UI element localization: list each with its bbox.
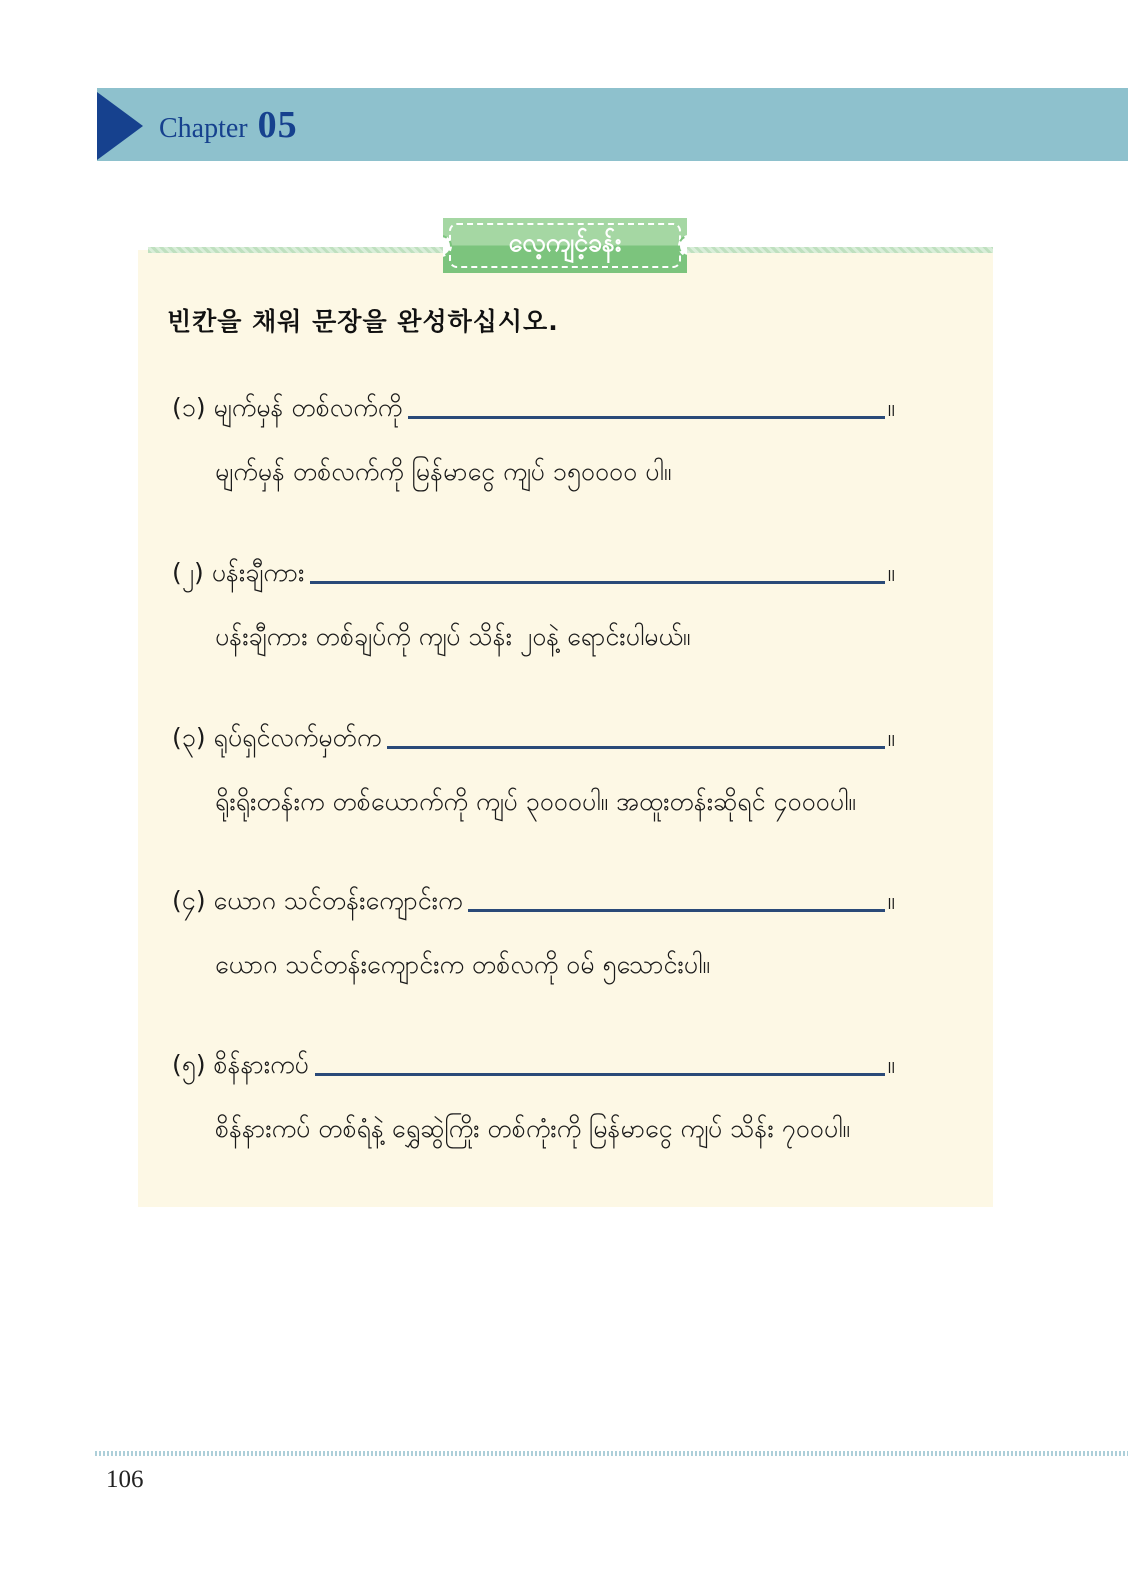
- question-prompt: (၃) ရုပ်ရှင်လက်မှတ်က: [172, 723, 382, 752]
- question-prompt: (၁) မျက်မှန် တစ်လက်ကို: [172, 393, 403, 422]
- sentence-terminator: ။: [887, 558, 895, 587]
- answer-text: ပန်းချီကား တစ်ချပ်ကို ကျပ် သိန်း ၂၀နဲ့ ရောင်းပါမယ်။: [215, 622, 691, 651]
- ribbon-title: လေ့ကျင့်ခန်း: [508, 228, 622, 257]
- chapter-number: 05: [257, 103, 298, 146]
- answer-blank-line: [387, 746, 885, 749]
- question-prompt: (၂) ပန်းချီကား: [172, 558, 305, 587]
- chapter-arrow-icon: [97, 92, 143, 160]
- question-row: [172, 387, 895, 429]
- answer-text: ရိုးရိုးတန်းက တစ်ယောက်ကို ကျပ် ၃၀၀၀ပါ။ အထူးတန်းဆိုရင် ၄၀၀၀ပါ။: [215, 787, 856, 816]
- sentence-terminator: ။: [887, 886, 895, 915]
- chapter-header-bar: [97, 88, 1128, 161]
- exercise-ribbon: [443, 218, 687, 273]
- sentence-terminator: ။: [887, 393, 895, 422]
- page-number: 106: [106, 1466, 144, 1493]
- question-prompt: (၅) စိန်နားကပ်: [172, 1050, 309, 1079]
- ribbon-notch-right: [678, 235, 687, 257]
- chapter-label: Chapter: [159, 112, 248, 144]
- answer-text: ယောဂ သင်တန်းကျောင်းက တစ်လကို ဝမ် ၅သောင်းပါ။: [215, 950, 710, 979]
- answer-text: စိန်နားကပ် တစ်ရံနဲ့ ရွှေဆွဲကြိုး တစ်ကုံးကို မြန်မာငွေ ကျပ် သိန်း ၇၀၀ပါ။: [215, 1114, 850, 1143]
- question-row: [172, 1044, 895, 1086]
- footer-dotted-divider: [95, 1451, 1128, 1456]
- exercise-item-1: [172, 387, 895, 493]
- answer-blank-line: [468, 909, 885, 912]
- question-row: [172, 717, 895, 759]
- answer-blank-line: [408, 416, 885, 419]
- question-row: [172, 880, 895, 922]
- answer-blank-line: [315, 1073, 886, 1076]
- question-prompt: (၄) ယောဂ သင်တန်းကျောင်းက: [172, 886, 463, 915]
- worksheet-panel: [138, 250, 993, 1207]
- sentence-terminator: ။: [887, 1050, 895, 1079]
- chapter-title: [159, 103, 298, 147]
- sentence-terminator: ။: [887, 723, 895, 752]
- exercise-item-5: [172, 1044, 895, 1150]
- exercise-item-2: [172, 552, 895, 658]
- ribbon-notch-left: [443, 235, 452, 257]
- question-row: [172, 552, 895, 594]
- exercise-item-4: [172, 880, 895, 986]
- instruction-text: 빈칸을 채워 문장을 완성하십시오.: [167, 307, 559, 336]
- answer-blank-line: [310, 581, 885, 584]
- answer-text: မျက်မှန် တစ်လက်ကို မြန်မာငွေ ကျပ် ၁၅၀၀၀၀ ပါ။: [215, 457, 672, 486]
- exercise-item-3: [172, 717, 895, 823]
